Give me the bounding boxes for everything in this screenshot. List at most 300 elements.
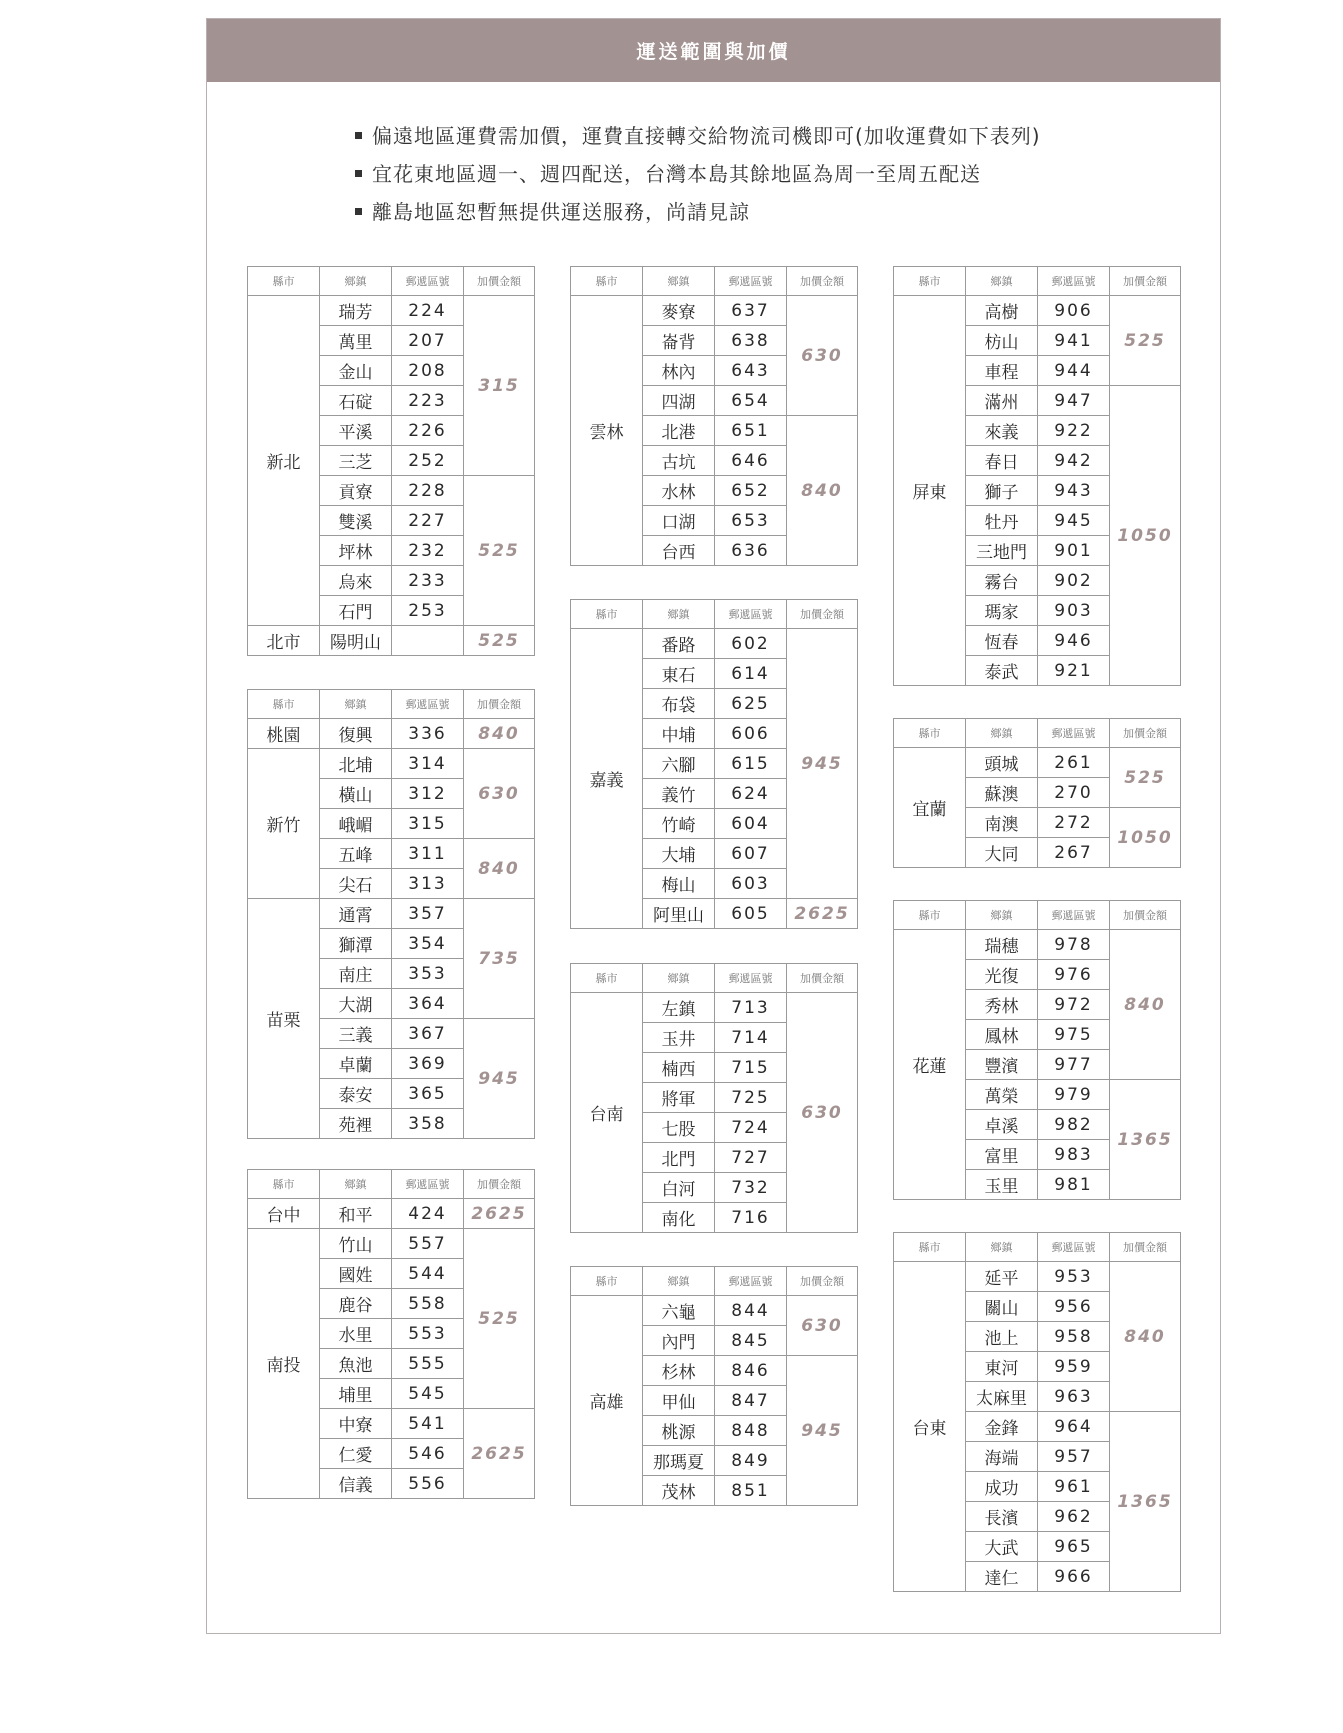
col-header-county: 縣市: [894, 267, 966, 296]
table-row: [248, 626, 535, 656]
col-header-county: 縣市: [571, 1267, 643, 1296]
zip-cell: 851: [715, 1476, 787, 1506]
zip-cell: 603: [715, 869, 787, 899]
col-header-price: 加價金額: [464, 690, 535, 719]
zip-cell: 557: [392, 1229, 464, 1259]
zip-cell: 272: [1038, 808, 1110, 838]
zip-cell: 624: [715, 779, 787, 809]
county-cell: 嘉義: [571, 629, 643, 929]
zip-cell: 207: [392, 326, 464, 356]
price-cell: 2625: [464, 1199, 535, 1229]
zip-cell: 847: [715, 1386, 787, 1416]
note-item: 偏遠地區運費需加價，運費直接轉交給物流司機即可(加收運費如下表列): [355, 117, 1041, 155]
town-cell: 卓蘭: [320, 1049, 392, 1079]
town-cell: 仁愛: [320, 1439, 392, 1469]
zip-cell: 364: [392, 989, 464, 1019]
town-cell: 瑪家: [966, 596, 1038, 626]
town-cell: 中埔: [643, 719, 715, 749]
town-cell: 大湖: [320, 989, 392, 1019]
table-header-row: [248, 267, 535, 296]
town-cell: 牡丹: [966, 506, 1038, 536]
surcharge-table-kaohsiung: [570, 1266, 858, 1506]
zip-cell: 546: [392, 1439, 464, 1469]
zip-cell: 946: [1038, 626, 1110, 656]
town-cell: 三芝: [320, 446, 392, 476]
town-cell: 大武: [966, 1532, 1038, 1562]
surcharge-table-new-taipei: [247, 266, 535, 656]
price-cell: 525: [1110, 748, 1181, 808]
table-header-row: [571, 964, 858, 993]
zip-cell: 979: [1038, 1080, 1110, 1110]
town-cell: 橫山: [320, 779, 392, 809]
town-cell: 萬榮: [966, 1080, 1038, 1110]
county-cell: 高雄: [571, 1296, 643, 1506]
town-cell: 六腳: [643, 749, 715, 779]
col-header-price: 加價金額: [464, 267, 535, 296]
col-header-zip: 郵遞區號: [392, 690, 464, 719]
town-cell: 東河: [966, 1352, 1038, 1382]
town-cell: 秀林: [966, 990, 1038, 1020]
zip-cell: 607: [715, 839, 787, 869]
town-cell: 三義: [320, 1019, 392, 1049]
town-cell: 左鎮: [643, 993, 715, 1023]
town-cell: 卓溪: [966, 1110, 1038, 1140]
zip-cell: 223: [392, 386, 464, 416]
zip-cell: 315: [392, 809, 464, 839]
zip-cell: 267: [1038, 838, 1110, 868]
surcharge-table-yilan: [893, 718, 1181, 868]
county-cell: 苗栗: [248, 899, 320, 1139]
price-cell: 630: [787, 1296, 858, 1356]
zip-cell: 228: [392, 476, 464, 506]
town-cell: 大同: [966, 838, 1038, 868]
town-cell: 布袋: [643, 689, 715, 719]
town-cell: 萬里: [320, 326, 392, 356]
col-header-town: 鄉鎮: [966, 267, 1038, 296]
zip-cell: 604: [715, 809, 787, 839]
col-header-price: 加價金額: [1110, 901, 1181, 930]
surcharge-table-taichung-nantou: [247, 1169, 535, 1499]
zip-cell: 727: [715, 1143, 787, 1173]
table-header-row: [248, 1170, 535, 1199]
town-cell: 南庄: [320, 959, 392, 989]
county-cell: 雲林: [571, 296, 643, 566]
price-cell: 945: [464, 1019, 535, 1139]
town-cell: 竹崎: [643, 809, 715, 839]
zip-cell: 553: [392, 1319, 464, 1349]
town-cell: 和平: [320, 1199, 392, 1229]
zip-cell: 956: [1038, 1292, 1110, 1322]
town-cell: 內門: [643, 1326, 715, 1356]
zip-cell: 541: [392, 1409, 464, 1439]
col-header-price: 加價金額: [787, 1267, 858, 1296]
table-row: [571, 993, 858, 1023]
col-header-price: 加價金額: [1110, 1233, 1181, 1262]
county-cell: 台中: [248, 1199, 320, 1229]
zip-cell: 849: [715, 1446, 787, 1476]
table-header-row: [571, 267, 858, 296]
town-cell: 坪林: [320, 536, 392, 566]
col-header-zip: 郵遞區號: [1038, 719, 1110, 748]
col-header-price: 加價金額: [1110, 267, 1181, 296]
town-cell: 長濱: [966, 1502, 1038, 1532]
zip-cell: 964: [1038, 1412, 1110, 1442]
price-cell: 525: [464, 476, 535, 626]
table-row: [248, 899, 535, 929]
panel-header: [207, 19, 1220, 82]
town-cell: 茂林: [643, 1476, 715, 1506]
zip-cell: 261: [1038, 748, 1110, 778]
col-header-county: 縣市: [571, 600, 643, 629]
table-row: [571, 629, 858, 659]
town-cell: 竹山: [320, 1229, 392, 1259]
town-cell: 六龜: [643, 1296, 715, 1326]
zip-cell: 614: [715, 659, 787, 689]
table-header-row: [894, 901, 1181, 930]
price-cell: 2625: [787, 899, 858, 929]
zip-cell: 982: [1038, 1110, 1110, 1140]
zip-cell: 848: [715, 1416, 787, 1446]
zip-cell: 943: [1038, 476, 1110, 506]
town-cell: 大埔: [643, 839, 715, 869]
zip-cell: 981: [1038, 1170, 1110, 1200]
zip-cell: 314: [392, 749, 464, 779]
zip-cell: 957: [1038, 1442, 1110, 1472]
town-cell: 甲仙: [643, 1386, 715, 1416]
town-cell: 瑞芳: [320, 296, 392, 326]
town-cell: 玉里: [966, 1170, 1038, 1200]
price-cell: 840: [787, 416, 858, 566]
table-header-row: [894, 719, 1181, 748]
col-header-county: 縣市: [248, 267, 320, 296]
zip-cell: 713: [715, 993, 787, 1023]
zip-cell: 715: [715, 1053, 787, 1083]
col-header-town: 鄉鎮: [320, 267, 392, 296]
surcharge-table-pingtung: [893, 266, 1181, 686]
town-cell: 杉林: [643, 1356, 715, 1386]
col-header-price: 加價金額: [787, 600, 858, 629]
town-cell: 豐濱: [966, 1050, 1038, 1080]
town-cell: 尖石: [320, 869, 392, 899]
zip-cell: 232: [392, 536, 464, 566]
zip-cell: 625: [715, 689, 787, 719]
town-cell: 金鋒: [966, 1412, 1038, 1442]
town-cell: 水林: [643, 476, 715, 506]
zip-cell: 724: [715, 1113, 787, 1143]
zip-cell: 367: [392, 1019, 464, 1049]
town-cell: 義竹: [643, 779, 715, 809]
zip-cell: 605: [715, 899, 787, 929]
town-cell: 恆春: [966, 626, 1038, 656]
county-cell: 桃園: [248, 719, 320, 749]
town-cell: 崙背: [643, 326, 715, 356]
zip-cell: 976: [1038, 960, 1110, 990]
zip-cell: 358: [392, 1109, 464, 1139]
price-cell: 840: [464, 719, 535, 749]
town-cell: 三地門: [966, 536, 1038, 566]
town-cell: 台西: [643, 536, 715, 566]
zip-cell: 901: [1038, 536, 1110, 566]
town-cell: 海端: [966, 1442, 1038, 1472]
town-cell: 瑞穗: [966, 930, 1038, 960]
zip-cell: 966: [1038, 1562, 1110, 1592]
town-cell: 泰武: [966, 656, 1038, 686]
town-cell: 石碇: [320, 386, 392, 416]
zip-cell: 714: [715, 1023, 787, 1053]
shipping-panel: [206, 18, 1221, 1634]
zip-cell: 252: [392, 446, 464, 476]
town-cell: 北門: [643, 1143, 715, 1173]
zip-cell: 921: [1038, 656, 1110, 686]
table-header-row: [248, 690, 535, 719]
col-header-price: 加價金額: [464, 1170, 535, 1199]
price-cell: 630: [787, 993, 858, 1233]
zip-cell: 942: [1038, 446, 1110, 476]
col-header-county: 縣市: [248, 1170, 320, 1199]
notes-list: [355, 117, 1041, 231]
zip-cell: 941: [1038, 326, 1110, 356]
county-cell: 新北: [248, 296, 320, 626]
zip-cell: 369: [392, 1049, 464, 1079]
zip-cell: 844: [715, 1296, 787, 1326]
col-header-zip: 郵遞區號: [392, 267, 464, 296]
town-cell: 獅子: [966, 476, 1038, 506]
town-cell: 將軍: [643, 1083, 715, 1113]
zip-cell: 357: [392, 899, 464, 929]
town-cell: 石門: [320, 596, 392, 626]
price-cell: 630: [464, 749, 535, 839]
surcharge-table-hualien: [893, 900, 1181, 1200]
zip-cell: 654: [715, 386, 787, 416]
zip-cell: 959: [1038, 1352, 1110, 1382]
zip-cell: 903: [1038, 596, 1110, 626]
zip-cell: 313: [392, 869, 464, 899]
col-header-zip: 郵遞區號: [715, 600, 787, 629]
zip-cell: 637: [715, 296, 787, 326]
table-row: [248, 296, 535, 326]
col-header-county: 縣市: [571, 267, 643, 296]
col-header-county: 縣市: [248, 690, 320, 719]
price-cell: 840: [1110, 930, 1181, 1080]
town-cell: 貢寮: [320, 476, 392, 506]
surcharge-table-taitung: [893, 1232, 1181, 1592]
town-cell: 峨嵋: [320, 809, 392, 839]
town-cell: 七股: [643, 1113, 715, 1143]
town-cell: 梅山: [643, 869, 715, 899]
town-cell: 通霄: [320, 899, 392, 929]
zip-cell: 944: [1038, 356, 1110, 386]
town-cell: 麥寮: [643, 296, 715, 326]
zip-cell: 365: [392, 1079, 464, 1109]
col-header-county: 縣市: [571, 964, 643, 993]
zip-cell: 270: [1038, 778, 1110, 808]
town-cell: 五峰: [320, 839, 392, 869]
note-item: 離島地區恕暫無提供運送服務，尚請見諒: [355, 193, 1041, 231]
town-cell: 南化: [643, 1203, 715, 1233]
town-cell: 陽明山: [320, 626, 392, 656]
table-row: [894, 1262, 1181, 1292]
town-cell: 來義: [966, 416, 1038, 446]
surcharge-table-yunlin: [570, 266, 858, 566]
col-header-town: 鄉鎮: [966, 901, 1038, 930]
zip-cell: 555: [392, 1349, 464, 1379]
town-cell: 太麻里: [966, 1382, 1038, 1412]
price-cell: 525: [1110, 296, 1181, 386]
price-cell: 735: [464, 899, 535, 1019]
county-cell: 宜蘭: [894, 748, 966, 868]
square-bullet-icon: [355, 208, 362, 215]
col-header-zip: 郵遞區號: [392, 1170, 464, 1199]
town-cell: 白河: [643, 1173, 715, 1203]
panel-title: 運送範圍與加價: [636, 41, 791, 63]
town-cell: 那瑪夏: [643, 1446, 715, 1476]
zip-cell: 963: [1038, 1382, 1110, 1412]
town-cell: 楠西: [643, 1053, 715, 1083]
col-header-town: 鄉鎮: [966, 1233, 1038, 1262]
zip-cell: 208: [392, 356, 464, 386]
town-cell: 雙溪: [320, 506, 392, 536]
town-cell: 魚池: [320, 1349, 392, 1379]
town-cell: 獅潭: [320, 929, 392, 959]
town-cell: 國姓: [320, 1259, 392, 1289]
zip-cell: [392, 626, 464, 656]
zip-cell: 945: [1038, 506, 1110, 536]
zip-cell: 224: [392, 296, 464, 326]
col-header-price: 加價金額: [1110, 719, 1181, 748]
town-cell: 滿州: [966, 386, 1038, 416]
price-cell: 1050: [1110, 808, 1181, 868]
zip-cell: 545: [392, 1379, 464, 1409]
zip-cell: 902: [1038, 566, 1110, 596]
price-cell: 840: [1110, 1262, 1181, 1412]
zip-cell: 922: [1038, 416, 1110, 446]
zip-cell: 965: [1038, 1532, 1110, 1562]
zip-cell: 958: [1038, 1322, 1110, 1352]
col-header-county: 縣市: [894, 901, 966, 930]
price-cell: 2625: [464, 1409, 535, 1499]
price-cell: 1365: [1110, 1080, 1181, 1200]
zip-cell: 424: [392, 1199, 464, 1229]
town-cell: 桃源: [643, 1416, 715, 1446]
table-row: [248, 1229, 535, 1259]
price-cell: 840: [464, 839, 535, 899]
zip-cell: 646: [715, 446, 787, 476]
town-cell: 埔里: [320, 1379, 392, 1409]
town-cell: 玉井: [643, 1023, 715, 1053]
town-cell: 信義: [320, 1469, 392, 1499]
col-header-town: 鄉鎮: [320, 690, 392, 719]
table-header-row: [571, 600, 858, 629]
town-cell: 富里: [966, 1140, 1038, 1170]
county-cell: 台南: [571, 993, 643, 1233]
town-cell: 鹿谷: [320, 1289, 392, 1319]
price-cell: 525: [464, 626, 535, 656]
price-cell: 1050: [1110, 386, 1181, 686]
town-cell: 四湖: [643, 386, 715, 416]
note-item: 宜花東地區週一、週四配送，台灣本島其餘地區為周一至周五配送: [355, 155, 1041, 193]
zip-cell: 978: [1038, 930, 1110, 960]
town-cell: 春日: [966, 446, 1038, 476]
town-cell: 泰安: [320, 1079, 392, 1109]
town-cell: 復興: [320, 719, 392, 749]
zip-cell: 961: [1038, 1472, 1110, 1502]
zip-cell: 544: [392, 1259, 464, 1289]
zip-cell: 253: [392, 596, 464, 626]
price-cell: 945: [787, 629, 858, 899]
county-cell: 花蓮: [894, 930, 966, 1200]
zip-cell: 602: [715, 629, 787, 659]
zip-cell: 311: [392, 839, 464, 869]
town-cell: 池上: [966, 1322, 1038, 1352]
table-row: [248, 1199, 535, 1229]
zip-cell: 615: [715, 749, 787, 779]
table-header-row: [894, 1233, 1181, 1262]
town-cell: 達仁: [966, 1562, 1038, 1592]
town-cell: 金山: [320, 356, 392, 386]
col-header-county: 縣市: [894, 1233, 966, 1262]
zip-cell: 732: [715, 1173, 787, 1203]
town-cell: 南澳: [966, 808, 1038, 838]
table-row: [894, 296, 1181, 326]
town-cell: 平溪: [320, 416, 392, 446]
zip-cell: 354: [392, 929, 464, 959]
table-row: [248, 719, 535, 749]
town-cell: 高樹: [966, 296, 1038, 326]
town-cell: 水里: [320, 1319, 392, 1349]
town-cell: 阿里山: [643, 899, 715, 929]
town-cell: 成功: [966, 1472, 1038, 1502]
zip-cell: 846: [715, 1356, 787, 1386]
col-header-price: 加價金額: [787, 964, 858, 993]
col-header-county: 縣市: [894, 719, 966, 748]
zip-cell: 845: [715, 1326, 787, 1356]
town-cell: 頭城: [966, 748, 1038, 778]
table-header-row: [894, 267, 1181, 296]
price-cell: 525: [464, 1229, 535, 1409]
table-header-row: [571, 1267, 858, 1296]
square-bullet-icon: [355, 170, 362, 177]
zip-cell: 953: [1038, 1262, 1110, 1292]
town-cell: 烏來: [320, 566, 392, 596]
town-cell: 蘇澳: [966, 778, 1038, 808]
col-header-town: 鄉鎮: [643, 964, 715, 993]
town-cell: 東石: [643, 659, 715, 689]
col-header-town: 鄉鎮: [966, 719, 1038, 748]
price-cell: 1365: [1110, 1412, 1181, 1592]
zip-cell: 558: [392, 1289, 464, 1319]
zip-cell: 716: [715, 1203, 787, 1233]
zip-cell: 652: [715, 476, 787, 506]
county-cell: 新竹: [248, 749, 320, 899]
zip-cell: 977: [1038, 1050, 1110, 1080]
town-cell: 鳳林: [966, 1020, 1038, 1050]
town-cell: 車程: [966, 356, 1038, 386]
town-cell: 延平: [966, 1262, 1038, 1292]
zip-cell: 651: [715, 416, 787, 446]
col-header-town: 鄉鎮: [643, 267, 715, 296]
table-row: [571, 1296, 858, 1326]
table-row: [894, 930, 1181, 960]
zip-cell: 983: [1038, 1140, 1110, 1170]
col-header-town: 鄉鎮: [320, 1170, 392, 1199]
zip-cell: 312: [392, 779, 464, 809]
zip-cell: 962: [1038, 1502, 1110, 1532]
col-header-zip: 郵遞區號: [1038, 1233, 1110, 1262]
zip-cell: 353: [392, 959, 464, 989]
town-cell: 關山: [966, 1292, 1038, 1322]
zip-cell: 972: [1038, 990, 1110, 1020]
zip-cell: 606: [715, 719, 787, 749]
